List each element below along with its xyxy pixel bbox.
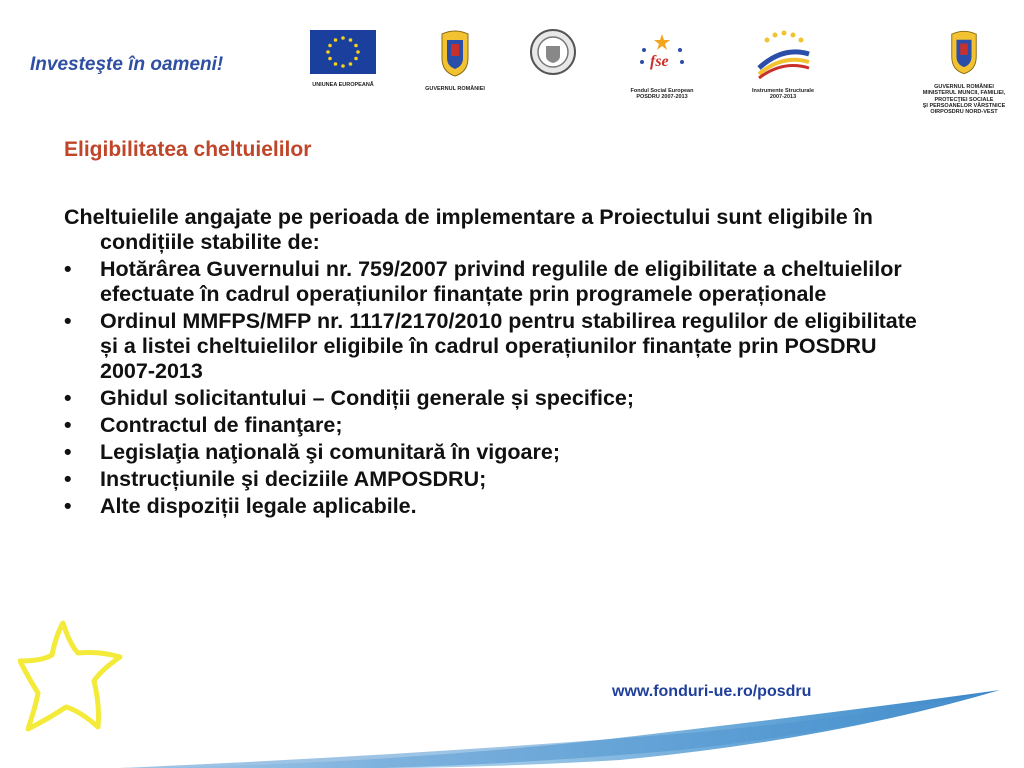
bullet-icon: • <box>64 494 72 518</box>
eu-logo <box>308 30 378 88</box>
svg-text:fse: fse <box>650 53 669 70</box>
footer-swoosh <box>0 620 1024 768</box>
ministry-caption: GUVERNUL ROMÂNIEI MINISTERUL MUNCII, FAMILIEI, PROTECŢIEI SOCIALE ŞI PERSOANELOR VÂRSTNICE OIRPOSDRU NORD-VEST <box>922 84 1006 116</box>
ministry-logo <box>906 28 1022 116</box>
list-item-text: Alte dispoziții legale aplicabile. <box>100 494 417 518</box>
bullet-icon: • <box>64 257 72 281</box>
seal-logo <box>527 28 579 81</box>
list-item-text: Hotărârea Guvernului nr. 759/2007 privind regulile de eligibilitate a cheltuielilor efectuate în cadrul operațiunilor finanțate prin programele operaționale <box>100 257 902 306</box>
ministry-coat-of-arms-icon <box>948 28 980 76</box>
bullet-icon: • <box>64 386 72 410</box>
list-item-text: Ordinul MMFPS/MFP nr. 1117/2170/2010 pentru stabilirea regulilor de eligibilitate și a listei cheltuielilor eligibile în cadrul operațiunilor finanțate prin POSDRU 2007-2013 <box>100 309 917 383</box>
list-item-text: Contractul de finanţare; <box>100 413 343 437</box>
eu-caption: UNIUNEA EUROPEANĂ <box>312 82 374 88</box>
list-item <box>64 494 924 519</box>
list-item-text: Legislaţia naţională şi comunitară în vigoare; <box>100 440 560 464</box>
bullet-icon: • <box>64 440 72 464</box>
fse-logo <box>622 30 702 101</box>
list-item <box>64 309 924 384</box>
bullet-list <box>64 257 924 519</box>
list-item <box>64 386 924 411</box>
bullet-icon: • <box>64 309 72 333</box>
slide-body <box>64 205 924 521</box>
slide-heading: Eligibilitatea cheltuielilor <box>64 138 312 161</box>
list-item <box>64 440 924 465</box>
website-link[interactable]: www.fonduri-ue.ro/posdru <box>612 683 812 700</box>
gov-logo <box>420 28 490 92</box>
instruments-caption: Instrumente Structurale 2007-2013 <box>751 88 815 101</box>
round-seal-icon <box>529 28 577 76</box>
eu-flag-icon <box>310 30 376 74</box>
list-item-text: Ghidul solicitantului – Condiții generale și specifice; <box>100 386 635 410</box>
list-item <box>64 257 924 307</box>
star-icon <box>18 615 128 735</box>
fse-caption: Fondul Social European POSDRU 2007-2013 <box>630 88 694 101</box>
bullet-icon: • <box>64 413 72 437</box>
fse-logo-icon <box>632 30 692 80</box>
romania-coat-of-arms-icon <box>438 28 472 78</box>
list-item <box>64 467 924 492</box>
list-item <box>64 413 924 438</box>
motto: Investeşte în oameni! <box>30 54 224 75</box>
bullet-icon: • <box>64 467 72 491</box>
list-item-text: Instrucțiunile şi deciziile AMPOSDRU; <box>100 467 487 491</box>
instruments-logo <box>738 28 828 101</box>
intro-paragraph: Cheltuielile angajate pe perioada de implementare a Proiectului sunt eligibile în condițiile stabilite de: <box>64 205 873 254</box>
structural-instruments-icon <box>753 28 813 80</box>
gov-caption: GUVERNUL ROMÂNIEI <box>425 86 485 92</box>
